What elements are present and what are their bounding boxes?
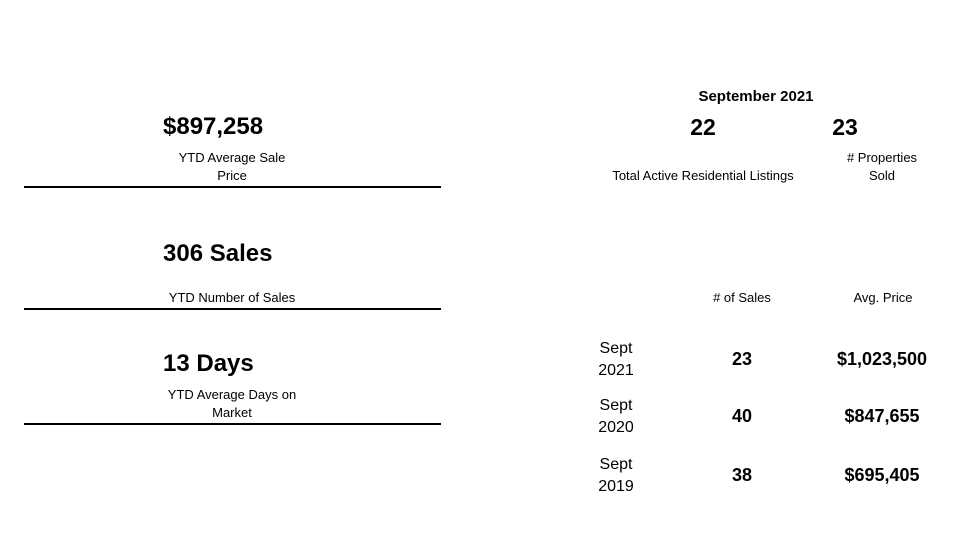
active-listings-label: Total Active Residential Listings [612, 168, 794, 183]
table-row-avg-price: $1,023,500 [836, 349, 928, 369]
properties-sold-label: # Properties Sold [846, 150, 918, 183]
table-row-sales: 23 [731, 349, 753, 369]
table-row-month: Sept 2019 [598, 456, 634, 495]
table-row-avg-price: $847,655 [844, 406, 920, 426]
table-row-sales: 40 [731, 406, 753, 426]
col-header-sales: # of Sales [713, 290, 771, 305]
divider-3 [24, 423, 441, 425]
avg-sale-price-value: $897,258 [163, 113, 264, 140]
table-row-month: Sept 2021 [598, 340, 634, 379]
table-row-month: Sept 2020 [598, 397, 634, 436]
divider-1 [24, 186, 441, 188]
col-header-avg-price: Avg. Price [853, 290, 913, 305]
table-row-sales: 38 [731, 465, 753, 485]
days-on-market-label: YTD Average Days on Market [167, 387, 297, 420]
properties-sold-value: 23 [832, 114, 858, 140]
avg-sale-price-label: YTD Average Sale Price [178, 150, 286, 183]
period-title: September 2021 [698, 88, 814, 105]
active-listings-value: 22 [690, 114, 716, 140]
num-sales-value: 306 Sales [163, 240, 273, 267]
table-row-avg-price: $695,405 [844, 465, 920, 485]
num-sales-label: YTD Number of Sales [168, 290, 296, 305]
days-on-market-value: 13 Days [163, 350, 254, 377]
divider-2 [24, 308, 441, 310]
